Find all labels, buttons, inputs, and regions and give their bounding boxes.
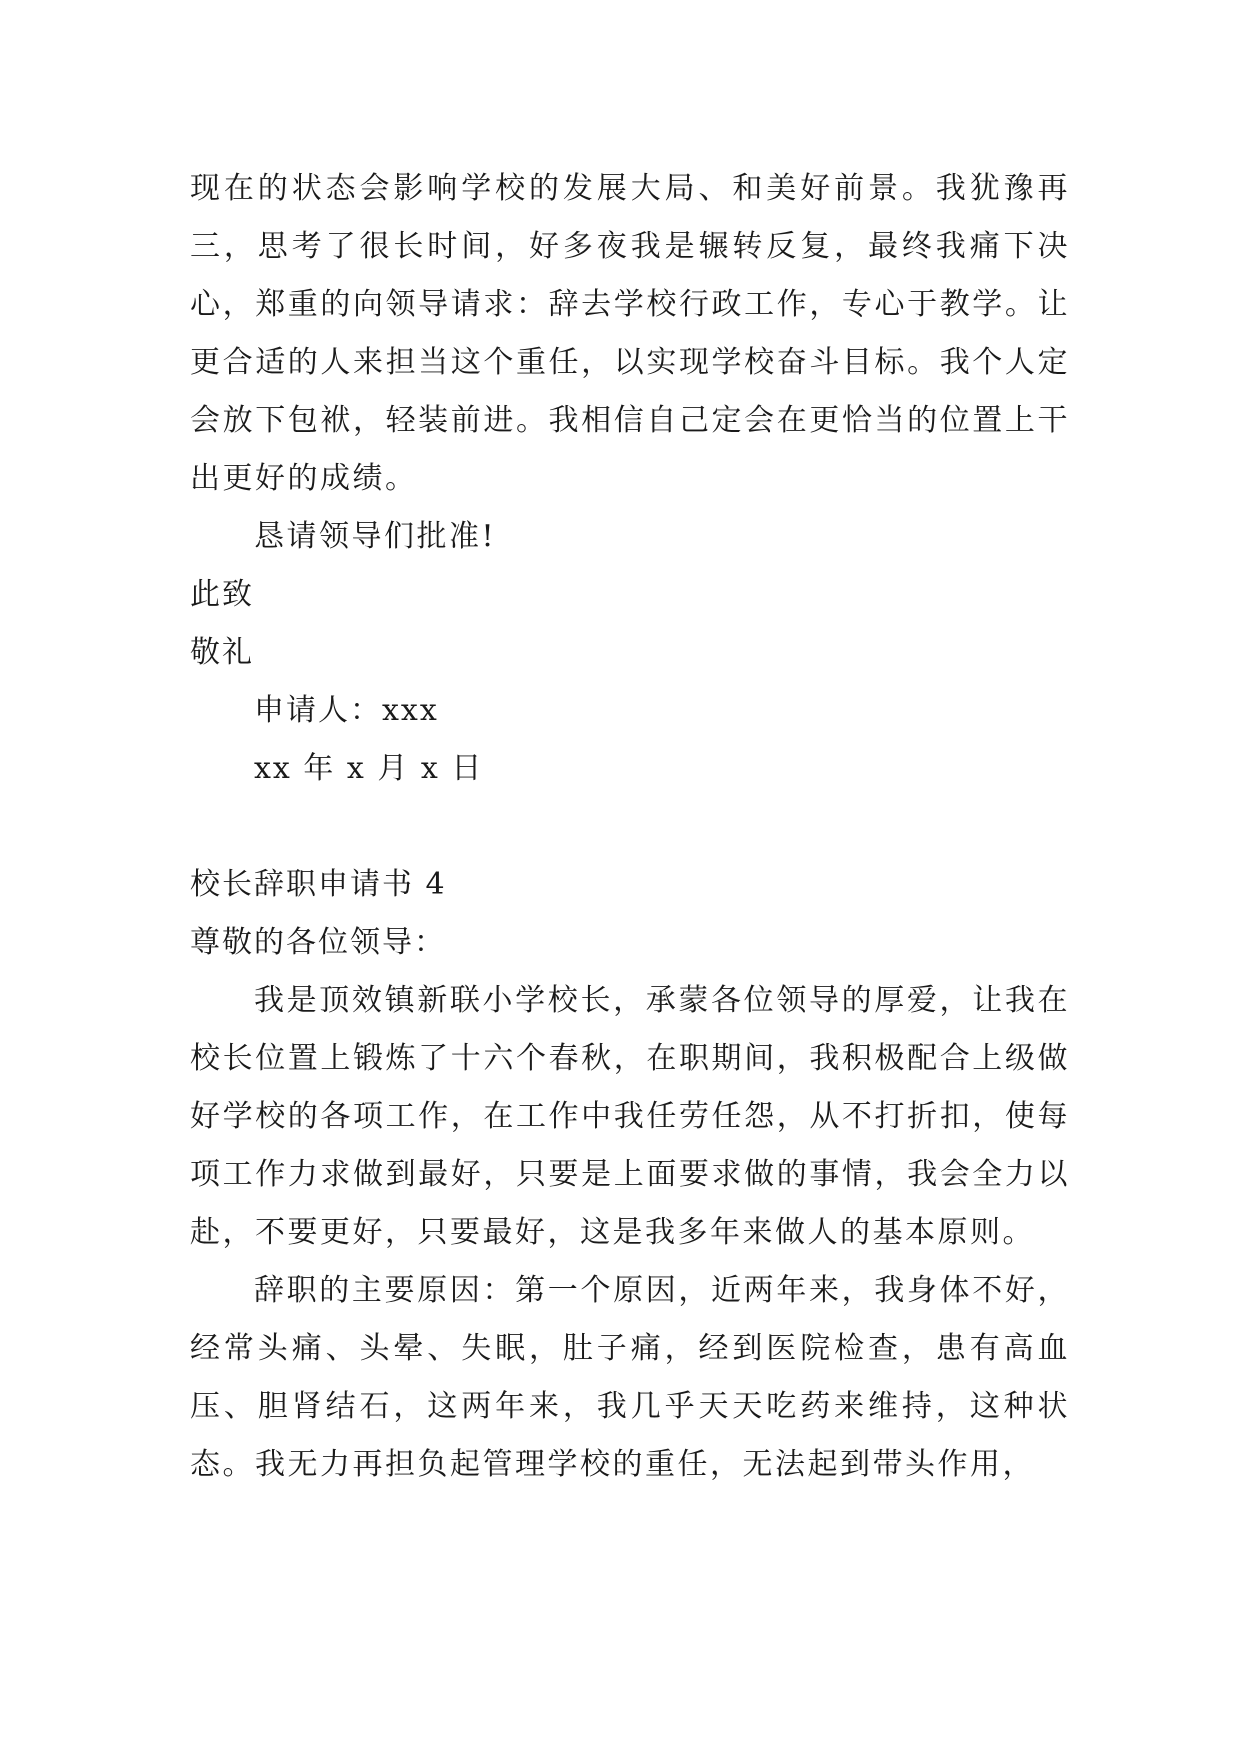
body-paragraph-1: 我是顶效镇新联小学校长，承蒙各位领导的厚爱，让我在校长位置上锻炼了十六个春秋，在职期间，我积极配合上级做好学校的各项工作，在工作中我任劳任怨，从不打折扣，使每项工作力求做到最好，只要是上面要求做的事情，我会全力以赴，不要更好，只要最好，这是我多年来做人的基本原则。 [190,983,1070,1250]
section-title: 校长辞职申请书 4 [190,867,447,902]
paragraph-continued: 现在的状态会影响学校的发展大局、和美好前景。我犹豫再三，思考了很长时间，好多夜我是辗转反复，最终我痛下决心，郑重的向领导请求：辞去学校行政工作，专心于教学。让更合适的人来担当这个重任，以实现学校奋斗目标。我个人定会放下包袱，轻装前进。我相信自己定会在更恰当的位置上干出更好的成绩。 [190,171,1070,496]
request-line: 恳请领导们批准! [254,519,497,554]
closing-line-1: 此致 [190,577,254,612]
salutation: 尊敬的各位领导： [190,925,446,960]
applicant-signature: 申请人：xxx [254,693,439,728]
closing-line-2: 敬礼 [190,635,254,670]
signature-date: xx 年 x 月 x 日 [254,751,484,786]
document-body [190,160,1070,1494]
body-paragraph-2: 辞职的主要原因：第一个原因，近两年来，我身体不好，经常头痛、头晕、失眠，肚子痛，经到医院检查，患有高血压、胆肾结石，这两年来，我几乎天天吃药来维持，这种状态。我无力再担负起管理学校的重任，无法起到带头作用， [190,1273,1070,1482]
section-spacer [190,798,1070,856]
